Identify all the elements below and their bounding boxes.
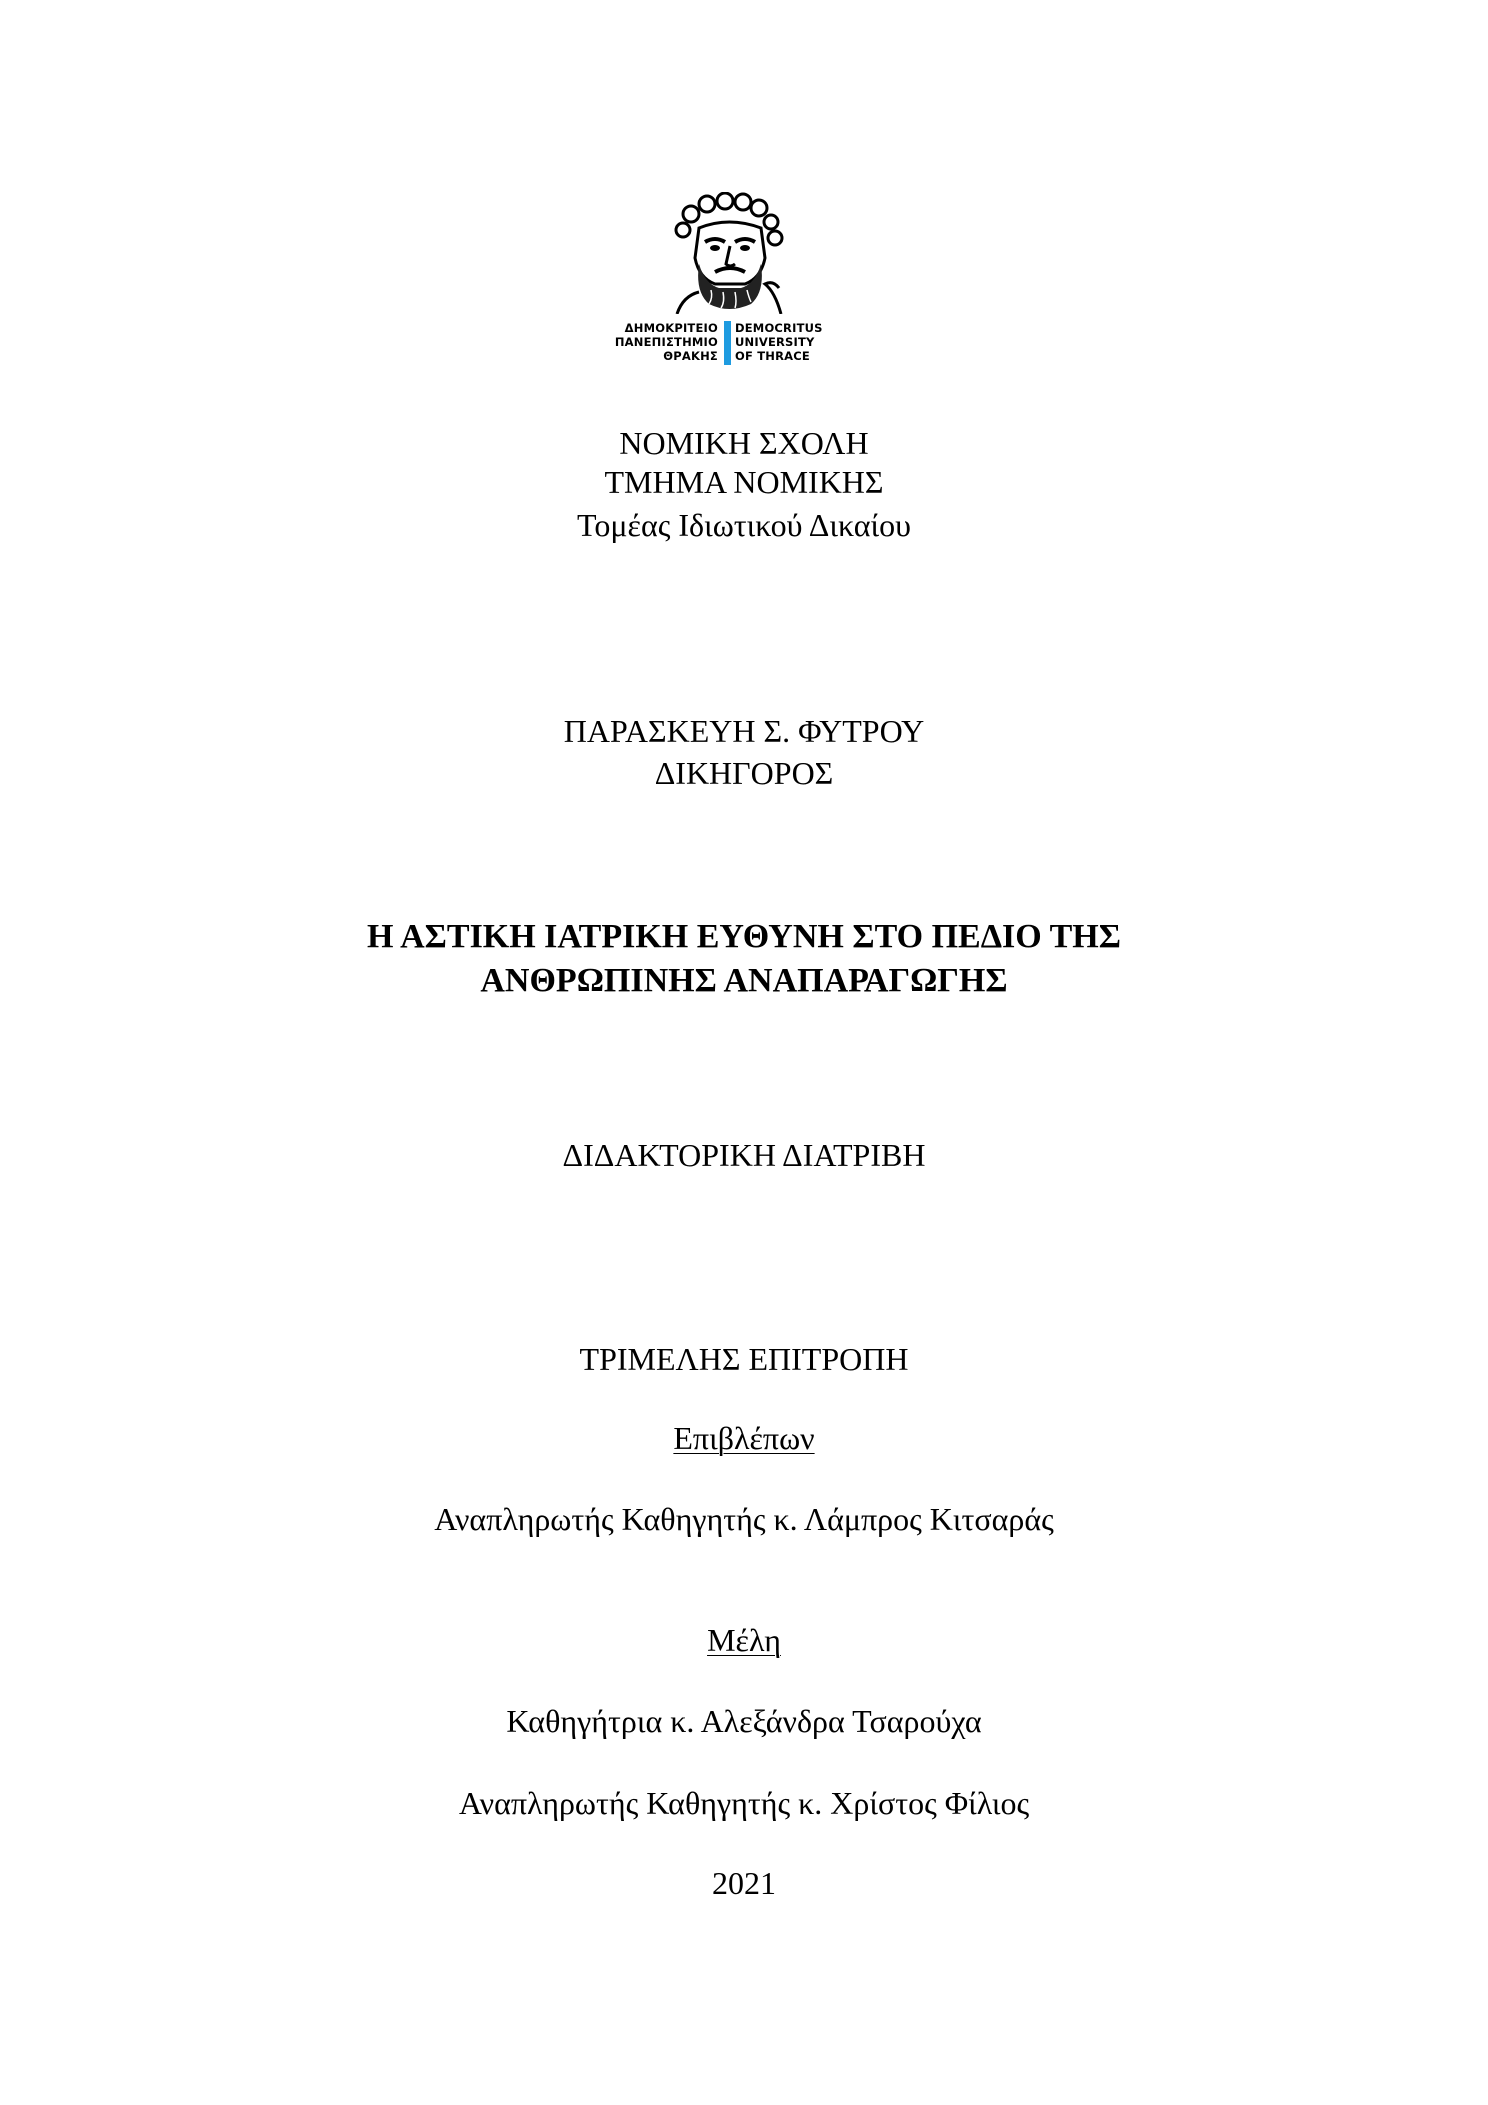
logo-greek-line: ΠΑΝΕΠΙΣΤΗΜΙΟ: [614, 335, 718, 349]
supervisor-name: Αναπληρωτής Καθηγητής κ. Λάμπρος Κιτσαράς: [434, 1501, 1054, 1537]
supervisor-label-text: Επιβλέπων: [673, 1420, 815, 1456]
author-name: ΠΑΡΑΣΚΕΥΗ Σ. ΦΥΤΡΟΥ: [563, 713, 925, 749]
thesis-title-line-1: Η ΑΣΤΙΚΗ ΙΑΤΡΙΚΗ ΕΥΘΥΝΗ ΣΤΟ ΠΕΔΙΟ ΤΗΣ: [367, 918, 1121, 955]
committee-heading: ΤΡΙΜΕΛΗΣ ΕΠΙΤΡΟΠΗ: [579, 1341, 909, 1377]
school-name: ΝΟΜΙΚΗ ΣΧΟΛΗ: [619, 425, 869, 461]
university-logo: [607, 184, 843, 370]
members-label-text: Μέλη: [707, 1622, 781, 1658]
logo-divider-bar: [724, 321, 731, 365]
thesis-title-line-2: ΑΝΘΡΩΠΙΝΗΣ ΑΝΑΠΑΡΑΓΩΓΗΣ: [480, 962, 1008, 999]
logo-english-line: DEMOCRITUS: [735, 321, 823, 335]
logo-english-line: UNIVERSITY: [735, 335, 815, 349]
document-type: ΔΙΔΑΚΤΟΡΙΚΗ ΔΙΑΤΡΙΒΗ: [562, 1137, 926, 1173]
logo-greek-line: ΔΗΜΟΚΡΙΤΕΙΟ: [624, 321, 718, 335]
committee-member: Αναπληρωτής Καθηγητής κ. Χρίστος Φίλιος: [458, 1785, 1030, 1821]
logo-text-english: [735, 321, 823, 363]
department-name: ΤΜΗΜΑ ΝΟΜΙΚΗΣ: [604, 464, 884, 500]
members-label: [0, 1620, 1488, 1660]
year: 2021: [712, 1865, 776, 1901]
logo-text-greek: [615, 321, 718, 363]
sector-name: Τομέας Ιδιωτικού Δικαίου: [577, 507, 911, 543]
democritus-head-icon: [669, 192, 789, 314]
author-profession: ΔΙΚΗΓΟΡΟΣ: [654, 755, 834, 791]
logo-english-line: OF THRACE: [735, 349, 810, 363]
supervisor-label: [0, 1418, 1488, 1458]
committee-member: Καθηγήτρια κ. Αλεξάνδρα Τσαρούχα: [506, 1703, 982, 1739]
logo-greek-line: ΘΡΑΚΗΣ: [663, 349, 718, 363]
